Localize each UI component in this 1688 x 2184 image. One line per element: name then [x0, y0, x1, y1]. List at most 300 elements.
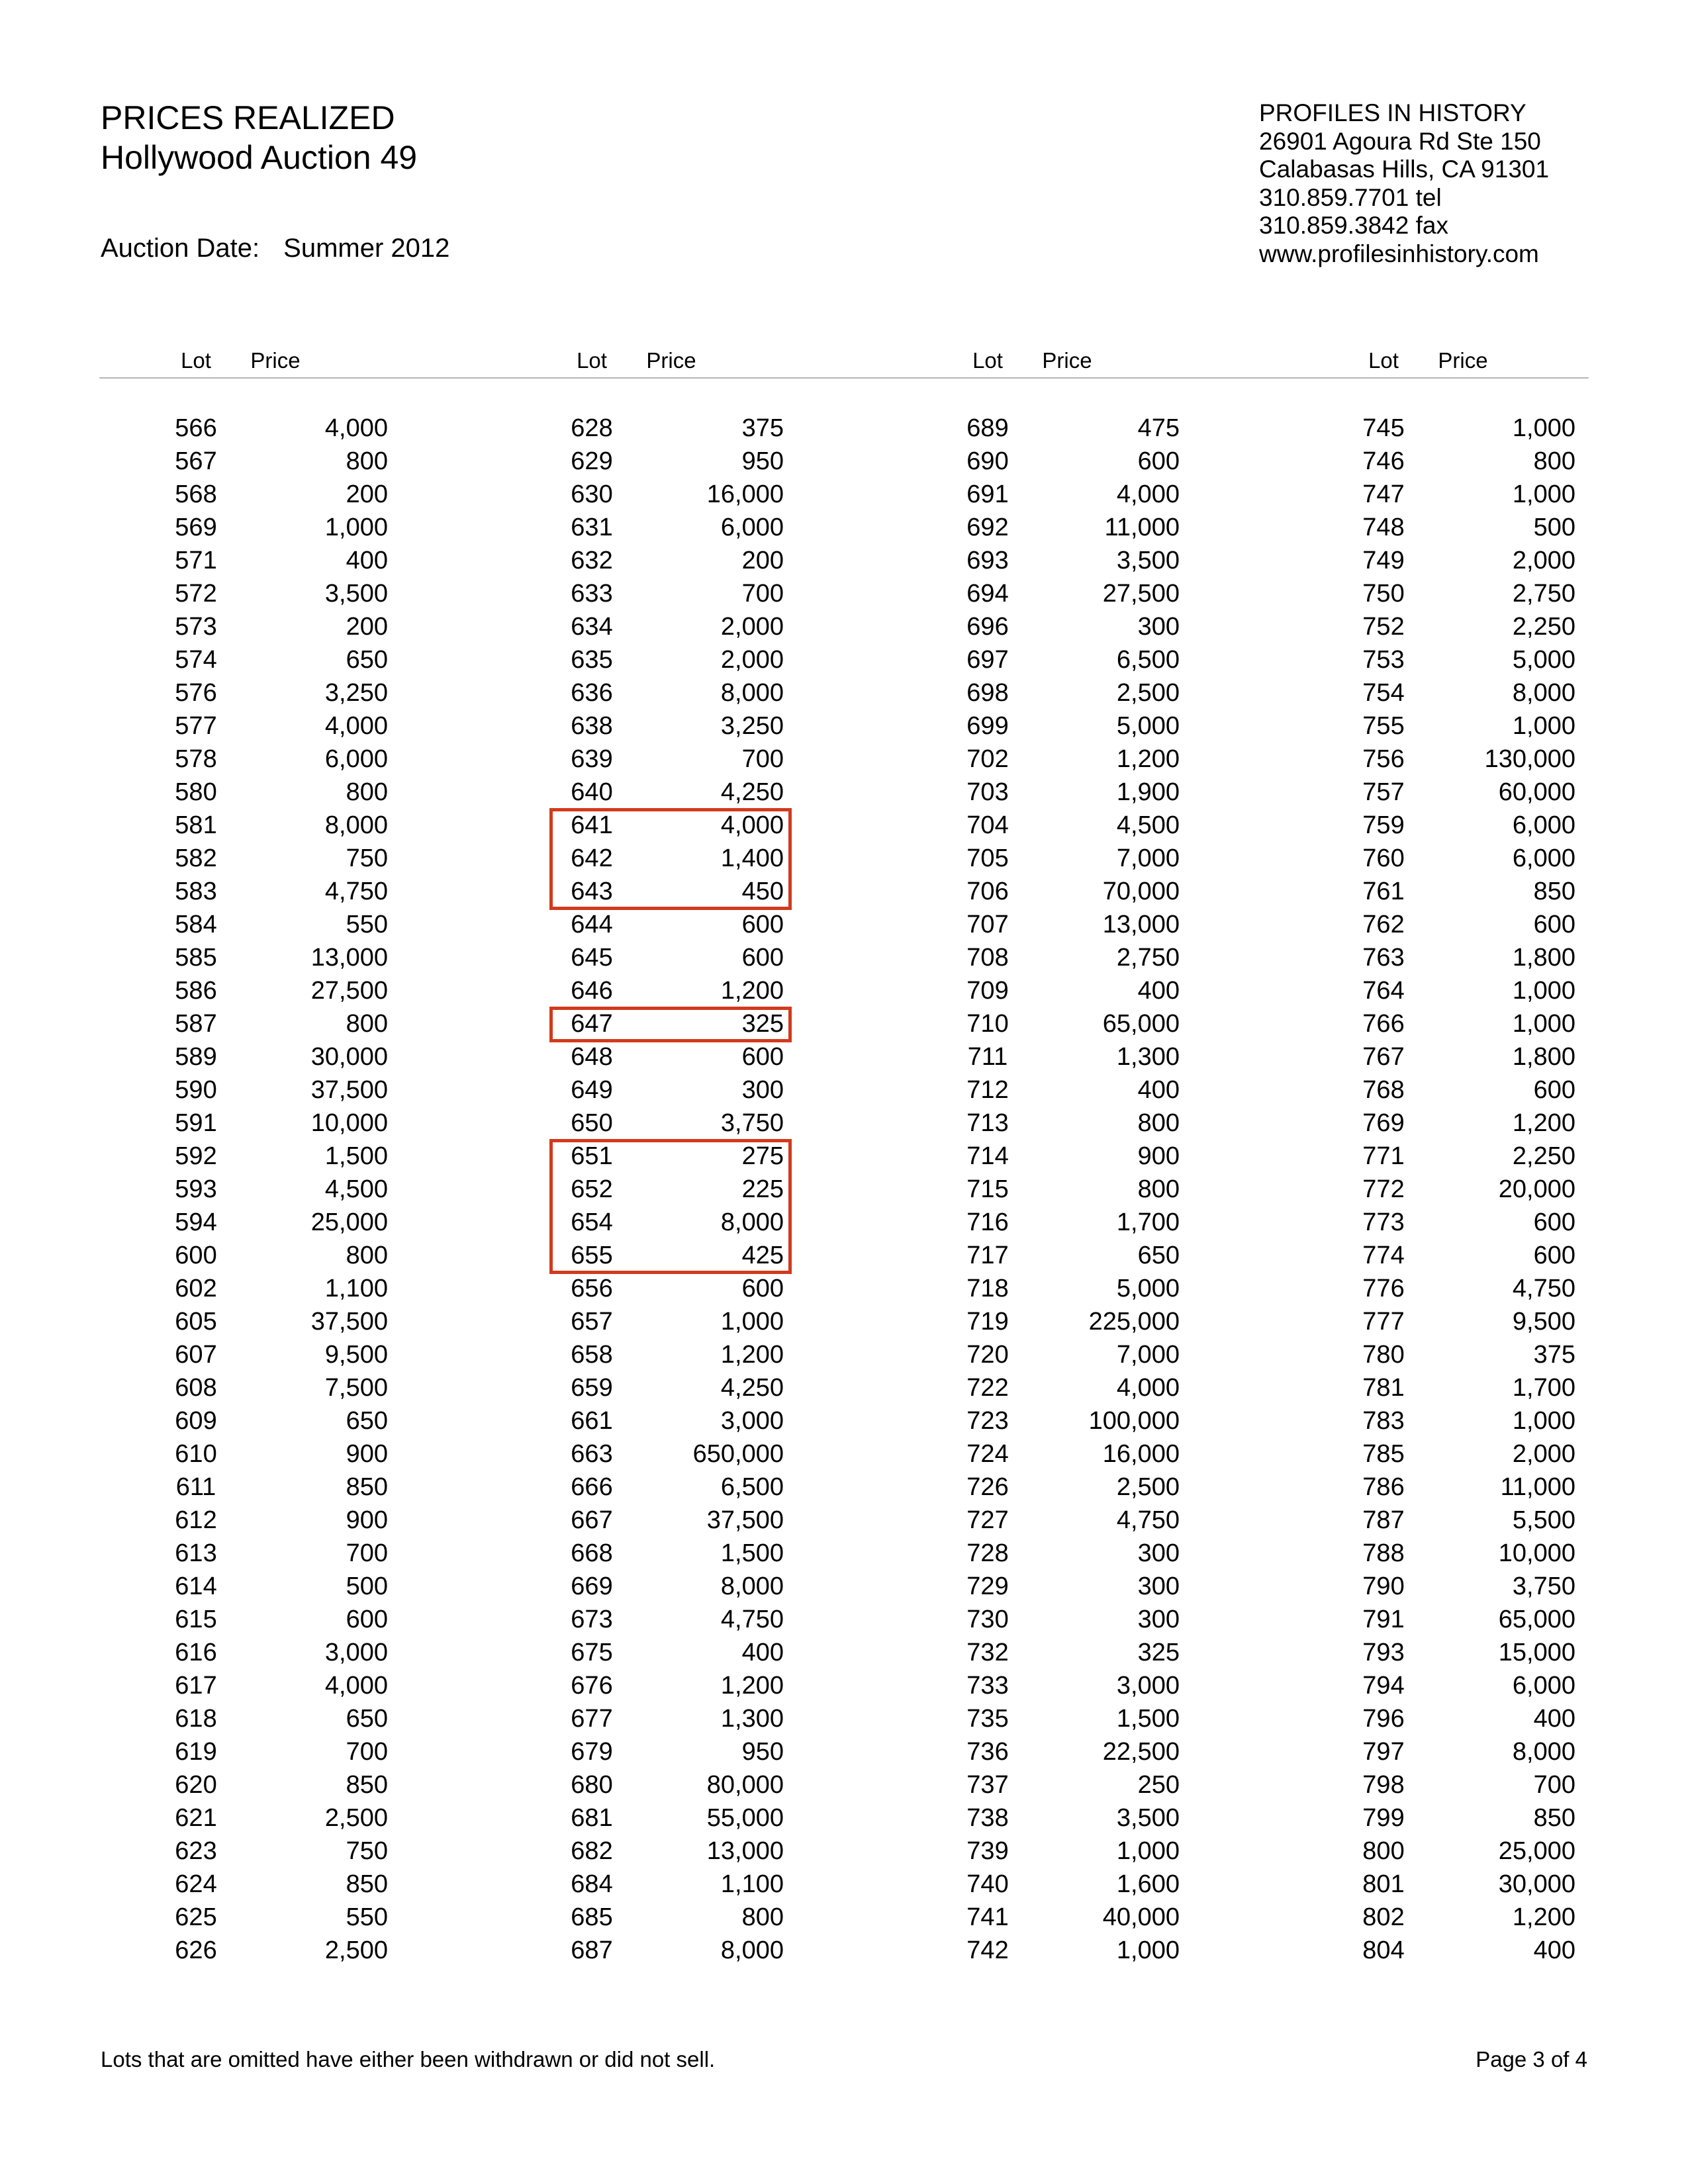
lot-number: 576 — [175, 679, 217, 707]
lot-price: 4,500 — [324, 1175, 388, 1203]
lot-price: 850 — [346, 1870, 388, 1898]
lot-number: 791 — [1362, 1606, 1405, 1633]
lot-number: 696 — [966, 613, 1009, 641]
lot-number: 680 — [571, 1771, 613, 1799]
lot-price: 2,500 — [1116, 1473, 1180, 1501]
lot-number: 749 — [1362, 547, 1405, 574]
lot-number: 796 — [1362, 1705, 1405, 1733]
lot-number: 656 — [571, 1275, 613, 1302]
lot-number: 681 — [571, 1804, 613, 1832]
lot-price: 700 — [346, 1738, 388, 1766]
lot-number: 693 — [966, 547, 1009, 574]
lot-number: 698 — [966, 679, 1009, 707]
lot-number: 727 — [966, 1506, 1009, 1534]
lot-number: 746 — [1362, 447, 1405, 475]
lot-price: 400 — [1137, 1076, 1180, 1104]
lot-price: 130,000 — [1484, 745, 1575, 773]
lot-number: 578 — [175, 745, 217, 773]
lot-price: 850 — [346, 1771, 388, 1799]
lot-price: 3,250 — [720, 712, 784, 740]
lot-number: 645 — [571, 944, 613, 972]
lot-number: 762 — [1362, 911, 1405, 938]
lot-number: 628 — [571, 414, 613, 442]
lot-number: 774 — [1362, 1242, 1405, 1269]
lot-number: 715 — [966, 1175, 1009, 1203]
lot-number: 582 — [175, 844, 217, 872]
lot-price: 850 — [1533, 1804, 1575, 1832]
price-column-header: Price — [1042, 348, 1092, 373]
lot-number: 643 — [571, 878, 613, 905]
lot-number: 581 — [175, 811, 217, 839]
page-number: Page 3 of 4 — [1476, 2047, 1587, 2071]
lot-price: 200 — [346, 480, 388, 508]
lot-number: 730 — [966, 1606, 1009, 1633]
lot-price: 16,000 — [1102, 1440, 1180, 1468]
lot-number: 592 — [175, 1142, 217, 1170]
lot-number: 722 — [966, 1374, 1009, 1402]
lot-number: 589 — [175, 1043, 217, 1071]
lot-number: 761 — [1362, 878, 1405, 905]
lot-price: 7,500 — [324, 1374, 388, 1402]
lot-price: 300 — [1137, 1539, 1180, 1567]
lot-price: 300 — [1137, 613, 1180, 641]
lot-price: 1,000 — [1512, 1010, 1575, 1038]
lot-number: 638 — [571, 712, 613, 740]
lot-number: 724 — [966, 1440, 1009, 1468]
lot-price: 100,000 — [1088, 1407, 1180, 1435]
lot-number: 719 — [966, 1308, 1009, 1336]
auction-date-label: Auction Date: — [101, 234, 260, 263]
header-divider — [99, 377, 1589, 379]
lot-price: 1,500 — [1116, 1705, 1180, 1733]
lot-price: 1,000 — [1116, 1837, 1180, 1865]
lot-number: 585 — [175, 944, 217, 972]
lot-number: 679 — [571, 1738, 613, 1766]
lot-price: 25,000 — [1498, 1837, 1575, 1865]
lot-number: 621 — [175, 1804, 217, 1832]
lot-number: 668 — [571, 1539, 613, 1567]
lot-price: 375 — [741, 414, 784, 442]
page-title: PRICES REALIZED — [101, 99, 395, 136]
lot-number: 626 — [175, 1936, 217, 1964]
lot-number: 709 — [966, 977, 1009, 1005]
lot-number: 633 — [571, 580, 613, 608]
lot-price: 700 — [1533, 1771, 1575, 1799]
lot-price: 650 — [346, 1407, 388, 1435]
lot-number: 684 — [571, 1870, 613, 1898]
lot-number: 644 — [571, 911, 613, 938]
lot-number: 739 — [966, 1837, 1009, 1865]
lot-number: 619 — [175, 1738, 217, 1766]
auction-date-value: Summer 2012 — [283, 234, 450, 263]
lot-number: 710 — [966, 1010, 1009, 1038]
lot-number: 745 — [1362, 414, 1405, 442]
lot-price: 200 — [346, 613, 388, 641]
lot-price: 650 — [346, 646, 388, 674]
lot-number: 677 — [571, 1705, 613, 1733]
lot-number: 694 — [966, 580, 1009, 608]
lot-number: 685 — [571, 1903, 613, 1931]
lot-price: 700 — [741, 745, 784, 773]
lot-number: 651 — [571, 1142, 613, 1170]
lot-number: 666 — [571, 1473, 613, 1501]
lot-number: 732 — [966, 1639, 1009, 1666]
lot-number: 786 — [1362, 1473, 1405, 1501]
lot-number: 773 — [1362, 1208, 1405, 1236]
lot-price: 3,500 — [1116, 547, 1180, 574]
lot-number: 600 — [175, 1242, 217, 1269]
lot-number: 707 — [966, 911, 1009, 938]
lot-number: 612 — [175, 1506, 217, 1534]
lot-number: 631 — [571, 514, 613, 541]
lot-price: 1,200 — [1116, 745, 1180, 773]
lot-price: 4,000 — [1116, 1374, 1180, 1402]
lot-number: 569 — [175, 514, 217, 541]
lot-price: 800 — [1137, 1109, 1180, 1137]
lot-price: 400 — [1533, 1705, 1575, 1733]
lot-price: 375 — [1533, 1341, 1575, 1369]
lot-number: 763 — [1362, 944, 1405, 972]
lot-number: 629 — [571, 447, 613, 475]
lot-price: 200 — [741, 547, 784, 574]
lot-price: 400 — [1137, 977, 1180, 1005]
lot-price: 3,750 — [720, 1109, 784, 1137]
lot-number: 590 — [175, 1076, 217, 1104]
lot-number: 757 — [1362, 778, 1405, 806]
lot-price: 3,500 — [324, 580, 388, 608]
lot-number: 659 — [571, 1374, 613, 1402]
lot-number: 640 — [571, 778, 613, 806]
lot-number: 742 — [966, 1936, 1009, 1964]
lot-price: 1,500 — [720, 1539, 784, 1567]
lot-number: 717 — [966, 1242, 1009, 1269]
lot-price: 1,000 — [1512, 1407, 1575, 1435]
lot-price: 850 — [346, 1473, 388, 1501]
lot-price: 1,300 — [1116, 1043, 1180, 1071]
lot-price: 800 — [346, 1242, 388, 1269]
lot-price: 2,000 — [1512, 1440, 1575, 1468]
lot-price: 600 — [1137, 447, 1180, 475]
lot-price: 400 — [741, 1639, 784, 1666]
lot-number: 618 — [175, 1705, 217, 1733]
lot-price: 20,000 — [1498, 1175, 1575, 1203]
lot-price: 10,000 — [1498, 1539, 1575, 1567]
lot-price: 1,000 — [1512, 977, 1575, 1005]
lot-number: 568 — [175, 480, 217, 508]
lot-price: 225,000 — [1088, 1308, 1180, 1336]
lot-number: 577 — [175, 712, 217, 740]
lot-price: 4,750 — [324, 878, 388, 905]
lot-number: 624 — [175, 1870, 217, 1898]
lot-price: 5,000 — [1116, 712, 1180, 740]
lot-price: 800 — [741, 1903, 784, 1931]
lot-price: 250 — [1137, 1771, 1180, 1799]
auction-name: Hollywood Auction 49 — [101, 139, 418, 176]
lot-number: 788 — [1362, 1539, 1405, 1567]
lot-column-header: Lot — [972, 348, 1003, 373]
lot-price: 1,200 — [720, 1341, 784, 1369]
lot-price: 6,000 — [1512, 811, 1575, 839]
lot-number: 706 — [966, 878, 1009, 905]
lot-number: 650 — [571, 1109, 613, 1137]
lot-number: 690 — [966, 447, 1009, 475]
lot-price: 25,000 — [310, 1208, 388, 1236]
lot-price: 27,500 — [310, 977, 388, 1005]
lot-price: 4,000 — [324, 712, 388, 740]
lot-price: 1,400 — [720, 844, 784, 872]
lot-number: 652 — [571, 1175, 613, 1203]
lot-price: 300 — [741, 1076, 784, 1104]
lot-price: 5,000 — [1512, 646, 1575, 674]
lot-price: 2,750 — [1116, 944, 1180, 972]
lot-number: 587 — [175, 1010, 217, 1038]
lot-price: 325 — [1137, 1639, 1180, 1666]
lot-number: 785 — [1362, 1440, 1405, 1468]
lot-price: 600 — [346, 1606, 388, 1633]
lot-price: 800 — [1533, 447, 1575, 475]
lot-number: 804 — [1362, 1936, 1405, 1964]
lot-number: 667 — [571, 1506, 613, 1534]
lot-number: 705 — [966, 844, 1009, 872]
lot-number: 754 — [1362, 679, 1405, 707]
lot-price: 4,000 — [324, 414, 388, 442]
lot-price: 750 — [346, 844, 388, 872]
lot-number: 799 — [1362, 1804, 1405, 1832]
lot-price: 27,500 — [1102, 580, 1180, 608]
lot-price: 4,750 — [1116, 1506, 1180, 1534]
lot-number: 625 — [175, 1903, 217, 1931]
lot-price: 4,500 — [1116, 811, 1180, 839]
lot-number: 756 — [1362, 745, 1405, 773]
lot-price: 650 — [1137, 1242, 1180, 1269]
company-name: PROFILES IN HISTORY — [1259, 99, 1526, 126]
lot-number: 630 — [571, 480, 613, 508]
lot-price: 800 — [346, 778, 388, 806]
lot-number: 689 — [966, 414, 1009, 442]
company-website: www.profilesinhistory.com — [1259, 240, 1539, 267]
lot-number: 639 — [571, 745, 613, 773]
lot-price: 3,000 — [720, 1407, 784, 1435]
lot-price: 6,500 — [720, 1473, 784, 1501]
lot-price: 22,500 — [1102, 1738, 1180, 1766]
lot-price: 1,500 — [324, 1142, 388, 1170]
lot-price: 2,000 — [720, 613, 784, 641]
lot-number: 602 — [175, 1275, 217, 1302]
lot-number: 772 — [1362, 1175, 1405, 1203]
lot-price: 15,000 — [1498, 1639, 1575, 1666]
lot-price: 1,100 — [720, 1870, 784, 1898]
lot-price: 600 — [1533, 1076, 1575, 1104]
lot-price: 6,500 — [1116, 646, 1180, 674]
lot-number: 682 — [571, 1837, 613, 1865]
lot-price: 550 — [346, 911, 388, 938]
lot-price: 40,000 — [1102, 1903, 1180, 1931]
lot-number: 760 — [1362, 844, 1405, 872]
lot-price: 11,000 — [1500, 1473, 1575, 1501]
lot-price: 9,500 — [1512, 1308, 1575, 1336]
lot-number: 769 — [1362, 1109, 1405, 1137]
lot-number: 620 — [175, 1771, 217, 1799]
lot-number: 583 — [175, 878, 217, 905]
lot-number: 777 — [1362, 1308, 1405, 1336]
lot-number: 655 — [571, 1242, 613, 1269]
lot-price: 80,000 — [706, 1771, 784, 1799]
lot-number: 657 — [571, 1308, 613, 1336]
lot-number: 726 — [966, 1473, 1009, 1501]
lot-price: 7,000 — [1116, 844, 1180, 872]
lot-price: 37,500 — [706, 1506, 784, 1534]
lot-number: 642 — [571, 844, 613, 872]
lot-price: 4,000 — [324, 1672, 388, 1700]
lot-number: 647 — [571, 1010, 613, 1038]
lot-price: 1,000 — [1512, 414, 1575, 442]
lot-price: 450 — [741, 878, 784, 905]
lot-number: 663 — [571, 1440, 613, 1468]
lot-price: 275 — [741, 1142, 784, 1170]
lot-price: 1,600 — [1116, 1870, 1180, 1898]
lot-price: 700 — [741, 580, 784, 608]
lot-number: 713 — [966, 1109, 1009, 1137]
lot-number: 608 — [175, 1374, 217, 1402]
lot-price: 4,750 — [1512, 1275, 1575, 1302]
lot-price: 600 — [1533, 1208, 1575, 1236]
lot-column-header: Lot — [1368, 348, 1399, 373]
lot-price: 2,500 — [324, 1804, 388, 1832]
lot-number: 613 — [175, 1539, 217, 1567]
lot-price: 5,500 — [1512, 1506, 1575, 1534]
lot-number: 771 — [1362, 1142, 1405, 1170]
lot-price: 1,000 — [1116, 1936, 1180, 1964]
lot-price: 700 — [346, 1539, 388, 1567]
lot-price: 9,500 — [324, 1341, 388, 1369]
lot-number: 632 — [571, 547, 613, 574]
lot-number: 797 — [1362, 1738, 1405, 1766]
lot-price: 2,000 — [720, 646, 784, 674]
lot-column-header: Lot — [577, 348, 607, 373]
lot-number: 617 — [175, 1672, 217, 1700]
lot-price: 10,000 — [310, 1109, 388, 1137]
lot-price: 7,000 — [1116, 1341, 1180, 1369]
lot-number: 718 — [966, 1275, 1009, 1302]
lot-number: 611 — [175, 1473, 216, 1501]
lot-price: 800 — [346, 1010, 388, 1038]
lot-number: 801 — [1362, 1870, 1405, 1898]
lot-price: 2,500 — [324, 1936, 388, 1964]
lot-number: 793 — [1362, 1639, 1405, 1666]
lot-number: 794 — [1362, 1672, 1405, 1700]
lot-price: 400 — [346, 547, 388, 574]
lot-number: 615 — [175, 1606, 217, 1633]
lot-number: 636 — [571, 679, 613, 707]
lot-number: 752 — [1362, 613, 1405, 641]
lot-price: 4,250 — [720, 778, 784, 806]
lot-price: 850 — [1533, 878, 1575, 905]
lot-number: 566 — [175, 414, 217, 442]
lot-price: 3,000 — [1116, 1672, 1180, 1700]
lot-number: 741 — [966, 1903, 1009, 1931]
lot-price: 600 — [741, 911, 784, 938]
lot-number: 586 — [175, 977, 217, 1005]
company-info — [1259, 99, 1549, 268]
lot-number: 728 — [966, 1539, 1009, 1567]
lot-price: 325 — [741, 1010, 784, 1038]
lot-number: 591 — [175, 1109, 217, 1137]
lot-price: 600 — [1533, 911, 1575, 938]
lot-number: 669 — [571, 1572, 613, 1600]
lot-price: 3,250 — [324, 679, 388, 707]
lot-price: 600 — [741, 1043, 784, 1071]
lot-number: 716 — [966, 1208, 1009, 1236]
lot-price: 30,000 — [1498, 1870, 1575, 1898]
lot-price: 8,000 — [1512, 679, 1575, 707]
lot-price: 2,250 — [1512, 1142, 1575, 1170]
company-fax: 310.859.3842 fax — [1259, 212, 1448, 239]
lot-price: 300 — [1137, 1572, 1180, 1600]
lot-price: 500 — [346, 1572, 388, 1600]
lot-number: 584 — [175, 911, 217, 938]
lot-price: 13,000 — [310, 944, 388, 972]
lot-price: 900 — [1137, 1142, 1180, 1170]
lot-price: 4,250 — [720, 1374, 784, 1402]
lot-number: 641 — [571, 811, 613, 839]
lot-number: 798 — [1362, 1771, 1405, 1799]
lot-number: 692 — [966, 514, 1009, 541]
price-column-header: Price — [1438, 348, 1488, 373]
lot-price: 950 — [741, 447, 784, 475]
lot-number: 767 — [1362, 1043, 1405, 1071]
lot-number: 704 — [966, 811, 1009, 839]
lot-price: 37,500 — [310, 1076, 388, 1104]
lot-price: 8,000 — [1512, 1738, 1575, 1766]
lot-number: 593 — [175, 1175, 217, 1203]
lot-price: 475 — [1137, 414, 1180, 442]
lot-number: 712 — [966, 1076, 1009, 1104]
lot-price: 65,000 — [1102, 1010, 1180, 1038]
lot-price: 6,000 — [1512, 1672, 1575, 1700]
lot-price: 900 — [346, 1506, 388, 1534]
lot-price: 600 — [1533, 1242, 1575, 1269]
footnote: Lots that are omitted have either been withdrawn or did not sell. — [101, 2047, 716, 2071]
lot-price: 60,000 — [1498, 778, 1575, 806]
lot-number: 687 — [571, 1936, 613, 1964]
lot-price: 900 — [346, 1440, 388, 1468]
lot-price: 1,800 — [1512, 1043, 1575, 1071]
lot-price: 650,000 — [692, 1440, 784, 1468]
lot-number: 755 — [1362, 712, 1405, 740]
lot-price: 2,500 — [1116, 679, 1180, 707]
lot-number: 720 — [966, 1341, 1009, 1369]
lot-number: 675 — [571, 1639, 613, 1666]
lot-price: 4,000 — [1116, 480, 1180, 508]
lot-price: 600 — [741, 944, 784, 972]
lot-price: 1,200 — [1512, 1903, 1575, 1931]
lot-price: 55,000 — [706, 1804, 784, 1832]
lot-number: 648 — [571, 1043, 613, 1071]
lot-number: 699 — [966, 712, 1009, 740]
price-column-header: Price — [646, 348, 696, 373]
lot-price: 425 — [741, 1242, 784, 1269]
lot-price: 8,000 — [720, 679, 784, 707]
lot-price: 1,000 — [324, 514, 388, 541]
lot-price: 13,000 — [1102, 911, 1180, 938]
lot-price: 2,750 — [1512, 580, 1575, 608]
lot-number: 790 — [1362, 1572, 1405, 1600]
lot-number: 616 — [175, 1639, 217, 1666]
lot-number: 800 — [1362, 1837, 1405, 1865]
lot-price: 3,000 — [324, 1639, 388, 1666]
lot-price: 1,700 — [1116, 1208, 1180, 1236]
lot-number: 783 — [1362, 1407, 1405, 1435]
